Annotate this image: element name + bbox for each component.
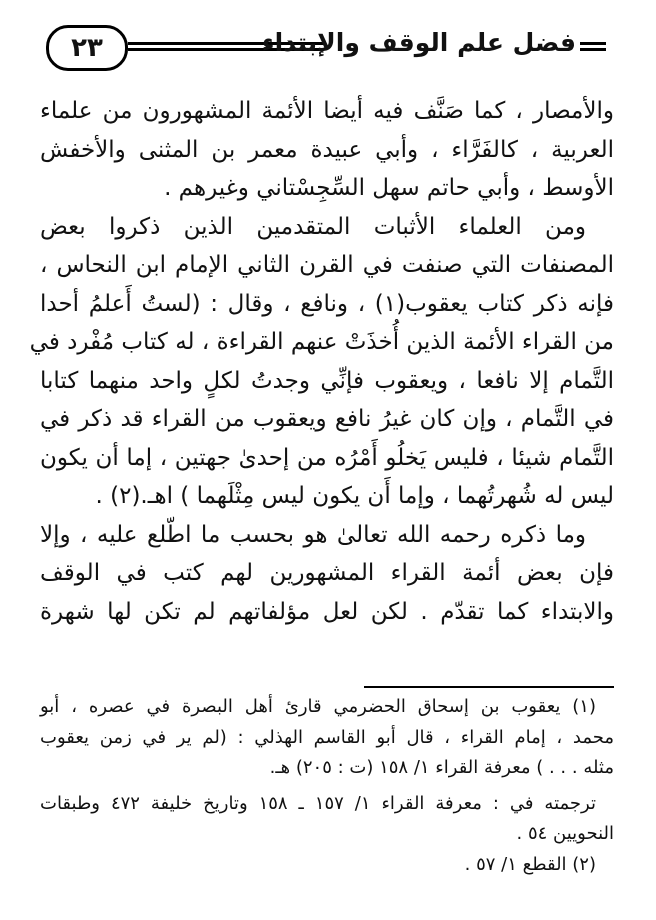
footnote-separator <box>364 686 614 688</box>
header-rule-right <box>580 42 606 51</box>
body-line: التَّمام شيئا ، فليس يَخلُو أَمْرُه من إحدىٰ جهتين ، إما أن يكون <box>40 444 614 471</box>
footnote-line: (١) يعقوب بن إسحاق الحضرمي قارئ أهل البصرة في عصره ، أبو <box>40 696 596 717</box>
page-number: ٢٣ <box>46 25 128 71</box>
body-text <box>29 92 614 631</box>
footnotes <box>40 692 614 880</box>
page-header <box>46 22 606 72</box>
footnote-line: النحويين ٥٤ . <box>516 823 614 844</box>
body-line: فإنه ذكر كتاب يعقوب(١) ، ونافع ، وقال : (لستُ أَعلمُ أحدا <box>40 290 614 317</box>
body-line: الأوسط ، وأبي حاتم سهل السِّجِسْتاني وغيرهم . <box>164 175 614 201</box>
body-line: ليس له شُهرتُهما ، وإما أَن يكون ليس مِثْلَهما ) اهـ.(٢) . <box>95 483 614 509</box>
body-line: والابتداء كما تقدّم . لكن لعل مؤلفاتهم لم تكن لها شهرة <box>40 598 614 625</box>
body-line: وما ذكره رحمه الله تعالىٰ هو بحسب ما اطّلع عليه ، وإلا <box>40 521 586 548</box>
running-title: فضل علم الوقف والإبتداء <box>261 28 576 57</box>
footnote-line: ترجمته في : معرفة القراء ١/ ١٥٧ ـ ١٥٨ وتاريخ خليفة ٤٧٢ وطبقات <box>40 792 596 814</box>
body-line: فإن بعض أئمة القراء المشهورين لهم كتب في الوقف <box>40 560 614 586</box>
footnote-line: مثله . . . ) معرفة القراء ١/ ١٥٨ (ت : ٢٠٥) هـ. <box>269 757 614 778</box>
body-line: والأمصار ، كما صَنَّف فيه أيضا الأئمة المشهورون من علماء <box>40 98 614 124</box>
footnote-line: (٢) القطع ١/ ٥٧ . <box>464 853 596 875</box>
body-line: المصنفات التي صنفت في القرن الثاني الإمام ابن النحاس ، <box>40 252 614 278</box>
body-line: ومن العلماء الأثبات المتقدمين الذين ذكروا بعض <box>40 213 586 240</box>
body-line: العربية ، كالفَرَّاء ، وأبي عبيدة معمر بن المثنى والأخفش <box>40 136 614 163</box>
body-line: في التَّمام ، وإن كان غيرُ نافع ويعقوب من القراء قد ذكر في <box>40 406 614 432</box>
body-line: التَّمام إلا نافعا ، ويعقوب فإنِّي وجدتُ لكلٍ واحد منهما كتابا <box>40 367 614 394</box>
footnote-line: محمد ، إمام القراء ، قال أبو القاسم الهذلي : (لم ير في زمن يعقوب <box>40 726 614 748</box>
body-line: من القراء الأئمة الذين أُخذَتْ عنهم القراءة ، له كتاب مُفْرد في <box>29 329 614 355</box>
